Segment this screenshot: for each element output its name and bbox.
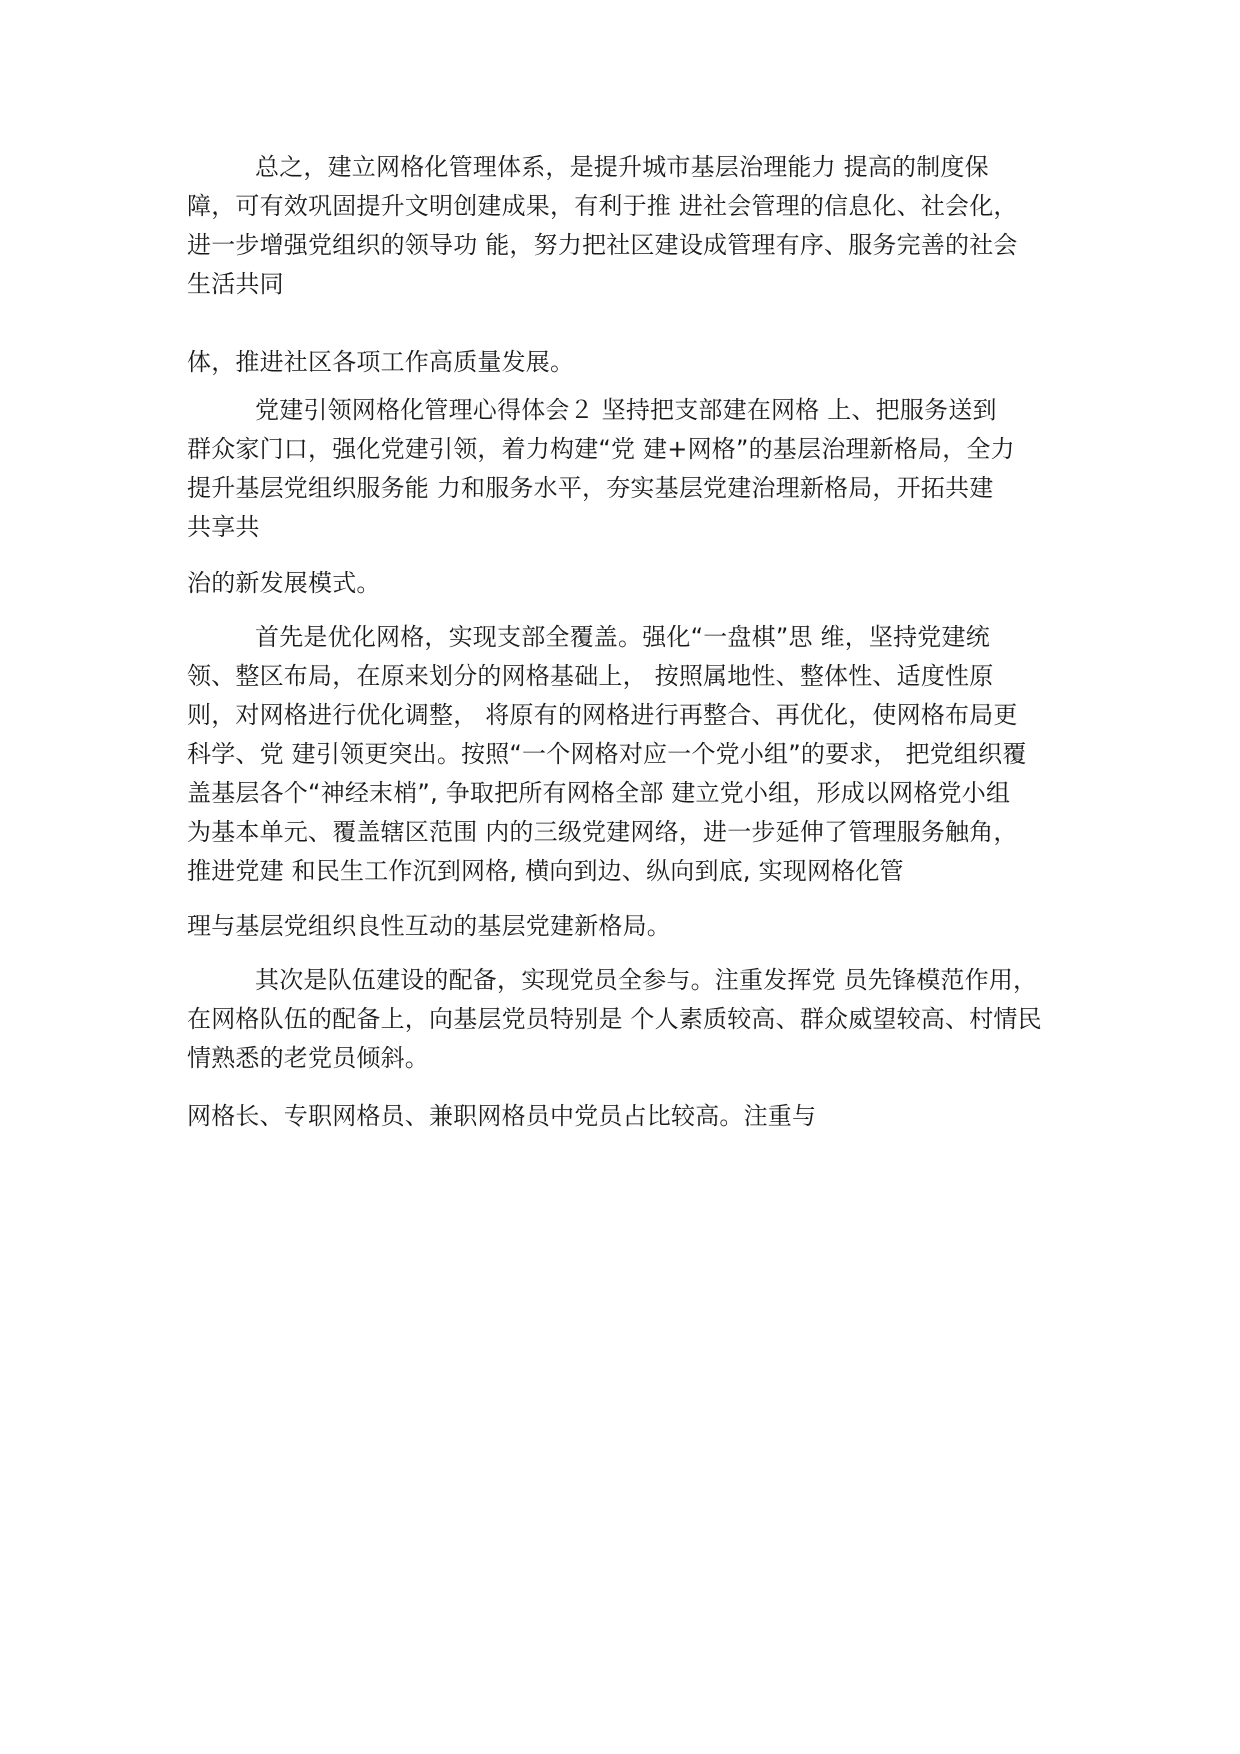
- text-line: 盖基层各个“神经末梢”, 争取把所有网格全部 建立党小组，形成以网格党小组: [187, 779, 1011, 807]
- text-line: 共享共: [187, 513, 260, 541]
- text-line: 首先是优化网格，实现支部全覆盖。强化“一盘棋”思 维，坚持党建统: [255, 623, 990, 651]
- text-line: 则，对网格进行优化调整， 将原有的网格进行再整合、再优化，使网格布局更: [187, 701, 1018, 729]
- text-line: 党建引领网格化管理心得体会２ 坚持把支部建在网格 上、把服务送到: [255, 396, 997, 424]
- paragraph: [187, 391, 1067, 547]
- text-line: 体，推进社区各项工作高质量发展。: [187, 348, 575, 376]
- text-line: 其次是队伍建设的配备，实现党员全参与。注重发挥党 员先锋模范作用，: [255, 966, 1038, 994]
- text-line: 总之，建立网格化管理体系，是提升城市基层治理能力 提高的制度保: [255, 153, 989, 181]
- paragraph: [187, 1097, 1067, 1136]
- text-line: 进一步增强党组织的领导功 能，努力把社区建设成管理有序、服务完善的社会: [187, 231, 1018, 259]
- text-line: 网格长、专职网格员、兼职网格员中党员占比较高。注重与: [187, 1102, 817, 1130]
- paragraph: [187, 343, 1067, 382]
- text-line: 障，可有效巩固提升文明创建成果，有利于推 进社会管理的信息化、社会化，: [187, 192, 1018, 220]
- text-line: 提升基层党组织服务能 力和服务水平，夯实基层党建治理新格局，开拓共建: [187, 474, 994, 502]
- paragraph: [187, 618, 1067, 891]
- paragraph: [187, 564, 1067, 603]
- text-line: 领、整区布局，在原来划分的网格基础上， 按照属地性、整体性、适度性原: [187, 662, 994, 690]
- paragraph: [187, 148, 1067, 304]
- text-line: 情熟悉的老党员倾斜。: [187, 1044, 429, 1072]
- text-line: 推进党建 和民生工作沉到网格, 横向到边、纵向到底, 实现网格化管: [187, 857, 904, 885]
- text-line: 在网格队伍的配备上，向基层党员特别是 个人素质较高、群众威望较高、村情民: [187, 1005, 1042, 1033]
- text-line: 生活共同: [187, 270, 284, 298]
- text-line: 为基本单元、覆盖辖区范围 内的三级党建网络，进一步延伸了管理服务触角，: [187, 818, 1018, 846]
- text-line: 治的新发展模式。: [187, 569, 381, 597]
- paragraph: [187, 961, 1067, 1078]
- text-line: 理与基层党组织良性互动的基层党建新格局。: [187, 912, 671, 940]
- paragraph: [187, 907, 1067, 946]
- text-line: 科学、党 建引领更突出。按照“一个网格对应一个党小组”的要求， 把党组织覆: [187, 740, 1027, 768]
- text-line: 群众家门口，强化党建引领，着力构建“党 建+网格”的基层治理新格局，全力: [187, 435, 1015, 463]
